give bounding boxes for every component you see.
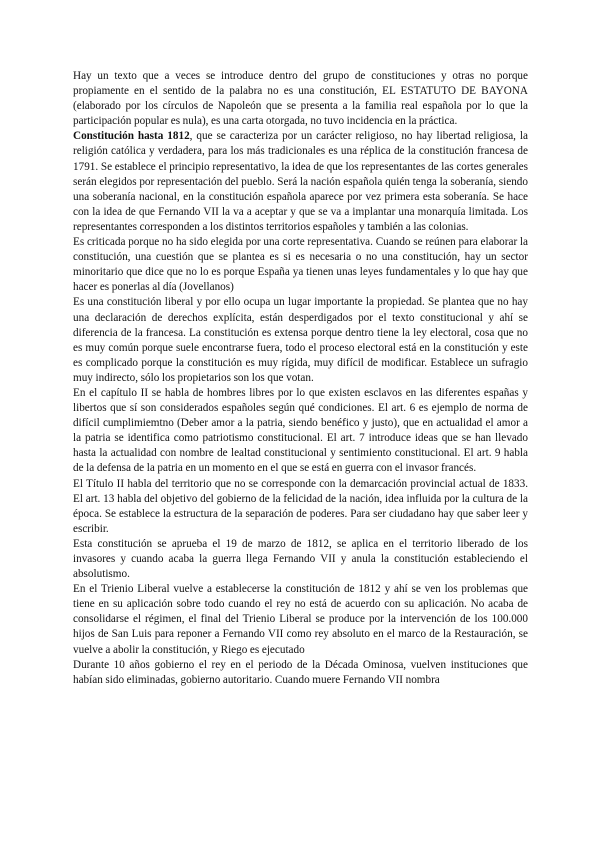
paragraph-text: Esta constitución se aprueba el 19 de marzo de 1812, se aplica en el territorio liberado de los invasores y cuando acaba la guerra llega Fernando VII y anula la constitución estableciendo el absolutismo. xyxy=(73,537,528,581)
paragraph-criticas xyxy=(73,235,528,295)
paragraph-text: , que se caracteriza por un carácter religioso, no hay libertad religiosa, la religión católica y verdadera, para los más tradicionales es una réplica de la constitución francesa de 1791. Se establece el principio representativo, la idea de que los representantes de las cortes generales serán elegidos por representación del pueblo. Será la nación española quién tenga la soberanía, siendo una soberanía nacional, en la constitución española aparece por vez primera esta soberanía. Se hace con la idea de que Fernando VII la va a aceptar y que se va a implantar una monarquía limitada. Los representantes corresponden a los distintos territorios españoles y también a las colonias. xyxy=(73,130,528,233)
section-heading-constitucion-1812: Constitución hasta 1812 xyxy=(73,130,190,143)
paragraph-text: En el capítulo II se habla de hombres libres por lo que existen esclavos en las diferentes españas y libertos que sí son considerados españoles según qué condiciones. El art. 6 es ejemplo de norma de difícil cumplimiemtno (Deber amor a la patria, siendo benéfico y justo), que en actualidad el amor a la patria se identifica como patriotismo constitucional. El art. 7 introduce ideas que se han llevado hasta la actualidad con nombre de lealtad constitucional y sentimiento constitucional. El art. 9 habla de la defensa de la patria en un momento en el que se está en guerra con el invasor francés. xyxy=(73,386,528,475)
document-body xyxy=(73,69,528,688)
paragraph-aprobacion xyxy=(73,537,528,582)
paragraph-trienio-liberal xyxy=(73,582,528,657)
paragraph-constitucion-liberal xyxy=(73,295,528,386)
paragraph-estatuto-bayona xyxy=(73,69,528,129)
paragraph-text: Hay un texto que a veces se introduce dentro del grupo de constituciones y otras no porque propiamente en el sentido de la palabra no es una constitución, EL ESTATUTO DE BAYONA (elaborado por los círculos de Napoleón que se presenta a la familia real española por lo que la participación popular es nula), es una carta otorgada, no tuvo incidencia en la práctica. xyxy=(73,70,528,128)
paragraph-text: En el Trienio Liberal vuelve a establecerse la constitución de 1812 y ahí se ven los problemas que tiene en su aplicación sobre todo cuando el rey no está de acuerdo con su aplicación. No acaba de consolidarse el régimen, el final del Trienio Liberal se produce por la intervención de los 100.000 hijos de San Luis para reponer a Fernando VII como rey absoluto en el marco de la Restauración, se vuelve a abolir la constitución, y Riego es ejecutado xyxy=(73,583,528,656)
paragraph-titulo-ii xyxy=(73,477,528,537)
paragraph-constitucion-1812 xyxy=(73,129,528,235)
paragraph-text: Es una constitución liberal y por ello ocupa un lugar importante la propiedad. Se plantea que no hay una declaración de derechos explícita, están desperdigados por el texto constitucional y ahí se diferencia de la francesa. La constitución es extensa porque dentro tiene la ley electoral, cosa que no es muy común porque suele encontrarse fuera, todo el proceso electoral está en la constitución y este es complicado porque la constitución es muy rígida, muy difícil de modificar. Establece un sufragio muy indirecto, sólo los propietarios son los que votan. xyxy=(73,296,528,384)
paragraph-text: Durante 10 años gobierno el rey en el periodo de la Década Ominosa, vuelven instituciones que habían sido eliminadas, gobierno autoritario. Cuando muere Fernando VII nombra xyxy=(73,658,528,686)
paragraph-text: El Título II habla del territorio que no se corresponde con la demarcación provincial actual de 1833. El art. 13 habla del objetivo del gobierno de la felicidad de la nación, idea influida por la cultura de la época. Se establece la estructura de la separación de poderes. Para ser ciudadano hay que saber leer y escribir. xyxy=(73,477,528,535)
paragraph-decada-ominosa xyxy=(73,658,528,688)
paragraph-capitulo-ii xyxy=(73,386,528,477)
paragraph-text: Es criticada porque no ha sido elegida por una corte representativa. Cuando se reúnen para elaborar la constitución, una cuestión que se plantea es si es necesaria o no una constitución, hay un sector minoritario que dice que no lo es porque España ya tienen unas leyes fundamentales y lo que hay que hacer es ponerlas al día (Jovellanos) xyxy=(73,236,528,294)
